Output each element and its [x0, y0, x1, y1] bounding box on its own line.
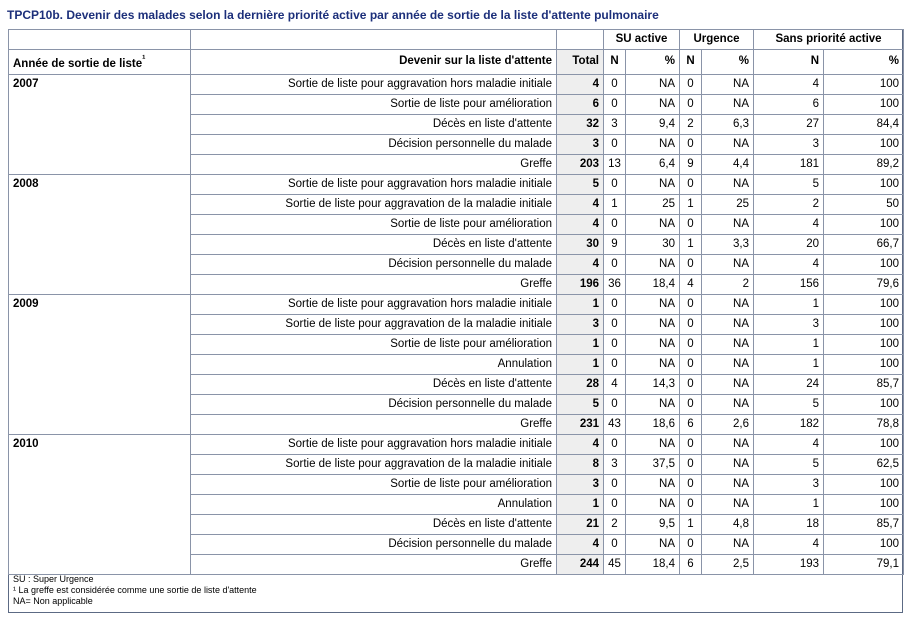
- s-pct-cell: 100: [824, 174, 904, 194]
- u-pct-cell: NA: [702, 454, 754, 474]
- u-pct-cell: 2: [702, 274, 754, 294]
- s-n-cell: 182: [754, 414, 824, 434]
- s-n-cell: 4: [754, 434, 824, 454]
- u-n-cell: 1: [680, 234, 702, 254]
- su-n-cell: 43: [604, 414, 626, 434]
- year-cell: [9, 194, 191, 214]
- su-n-cell: 0: [604, 314, 626, 334]
- table-row: [9, 294, 904, 314]
- u-pct-cell: NA: [702, 94, 754, 114]
- su-pct-cell: 9,5: [626, 514, 680, 534]
- u-n-cell: 4: [680, 274, 702, 294]
- table-body: [9, 74, 904, 574]
- header-empty-cell: [557, 30, 604, 50]
- u-n-cell: 1: [680, 194, 702, 214]
- year-cell: [9, 374, 191, 394]
- header-row-columns: [9, 50, 904, 75]
- s-pct-cell: 100: [824, 394, 904, 414]
- s-n-cell: 1: [754, 354, 824, 374]
- year-cell: [9, 454, 191, 474]
- s-pct-cell: 85,7: [824, 374, 904, 394]
- s-n-cell: 3: [754, 474, 824, 494]
- s-n-cell: 20: [754, 234, 824, 254]
- s-n-cell: 193: [754, 554, 824, 574]
- u-pct-cell: NA: [702, 534, 754, 554]
- s-pct-cell: 78,8: [824, 414, 904, 434]
- su-n-cell: 0: [604, 494, 626, 514]
- total-cell: 30: [557, 234, 604, 254]
- table-row: [9, 474, 904, 494]
- table-row: [9, 134, 904, 154]
- devenir-cell: Greffe: [191, 414, 557, 434]
- table-row: [9, 494, 904, 514]
- year-cell: [9, 314, 191, 334]
- s-n-cell: 3: [754, 134, 824, 154]
- total-cell: 6: [557, 94, 604, 114]
- su-n-cell: 0: [604, 74, 626, 94]
- su-n-cell: 0: [604, 434, 626, 454]
- devenir-cell: Sortie de liste pour aggravation de la maladie initiale: [191, 454, 557, 474]
- u-n-cell: 1: [680, 514, 702, 534]
- s-pct-cell: 100: [824, 254, 904, 274]
- year-cell: [9, 254, 191, 274]
- year-cell: [9, 414, 191, 434]
- u-n-cell: 6: [680, 414, 702, 434]
- devenir-cell: Sortie de liste pour aggravation hors maladie initiale: [191, 74, 557, 94]
- u-pct-cell: 25: [702, 194, 754, 214]
- devenir-cell: Sortie de liste pour aggravation hors maladie initiale: [191, 434, 557, 454]
- su-n-cell: 3: [604, 114, 626, 134]
- table-row: [9, 314, 904, 334]
- year-cell: [9, 474, 191, 494]
- u-pct-cell: 2,5: [702, 554, 754, 574]
- u-n-cell: 0: [680, 374, 702, 394]
- header-urgence: Urgence: [680, 30, 754, 50]
- total-cell: 3: [557, 314, 604, 334]
- su-n-cell: 0: [604, 354, 626, 374]
- s-n-cell: 24: [754, 374, 824, 394]
- u-pct-cell: NA: [702, 174, 754, 194]
- year-cell: [9, 94, 191, 114]
- u-pct-cell: NA: [702, 394, 754, 414]
- su-n-cell: 0: [604, 254, 626, 274]
- su-n-cell: 0: [604, 534, 626, 554]
- u-pct-cell: NA: [702, 214, 754, 234]
- table-row: [9, 334, 904, 354]
- su-n-cell: 0: [604, 474, 626, 494]
- devenir-cell: Sortie de liste pour amélioration: [191, 474, 557, 494]
- table-row: [9, 194, 904, 214]
- u-pct-cell: NA: [702, 474, 754, 494]
- devenir-cell: Sortie de liste pour amélioration: [191, 94, 557, 114]
- header-sans-priorite: Sans priorité active: [754, 30, 904, 50]
- u-n-cell: 0: [680, 314, 702, 334]
- year-cell: 2008: [9, 174, 191, 194]
- total-cell: 1: [557, 354, 604, 374]
- u-n-cell: 0: [680, 494, 702, 514]
- u-n-cell: 0: [680, 454, 702, 474]
- u-pct-cell: NA: [702, 294, 754, 314]
- table-row: [9, 254, 904, 274]
- su-n-cell: 3: [604, 454, 626, 474]
- su-pct-cell: NA: [626, 254, 680, 274]
- su-pct-cell: NA: [626, 474, 680, 494]
- year-cell: [9, 554, 191, 574]
- u-pct-cell: 3,3: [702, 234, 754, 254]
- su-n-cell: 0: [604, 134, 626, 154]
- su-n-cell: 9: [604, 234, 626, 254]
- u-n-cell: 0: [680, 94, 702, 114]
- s-n-cell: 6: [754, 94, 824, 114]
- u-pct-cell: 2,6: [702, 414, 754, 434]
- u-pct-cell: NA: [702, 494, 754, 514]
- su-pct-cell: NA: [626, 434, 680, 454]
- table-row: [9, 454, 904, 474]
- s-n-cell: 156: [754, 274, 824, 294]
- year-cell: [9, 154, 191, 174]
- u-n-cell: 0: [680, 74, 702, 94]
- su-pct-cell: 14,3: [626, 374, 680, 394]
- s-n-cell: 3: [754, 314, 824, 334]
- table-row: [9, 514, 904, 534]
- u-pct-cell: NA: [702, 314, 754, 334]
- year-cell: [9, 114, 191, 134]
- table-row: [9, 114, 904, 134]
- header-su-n: N: [604, 50, 626, 75]
- su-n-cell: 0: [604, 214, 626, 234]
- su-pct-cell: 25: [626, 194, 680, 214]
- su-pct-cell: NA: [626, 394, 680, 414]
- su-n-cell: 0: [604, 94, 626, 114]
- footnote-su: SU : Super Urgence: [13, 574, 94, 584]
- su-pct-cell: 18,4: [626, 554, 680, 574]
- u-pct-cell: NA: [702, 74, 754, 94]
- s-n-cell: 27: [754, 114, 824, 134]
- total-cell: 4: [557, 74, 604, 94]
- header-su-pct: %: [626, 50, 680, 75]
- u-n-cell: 0: [680, 534, 702, 554]
- total-cell: 196: [557, 274, 604, 294]
- su-n-cell: 1: [604, 194, 626, 214]
- s-pct-cell: 84,4: [824, 114, 904, 134]
- u-pct-cell: 4,8: [702, 514, 754, 534]
- u-n-cell: 0: [680, 434, 702, 454]
- s-pct-cell: 100: [824, 134, 904, 154]
- u-n-cell: 2: [680, 114, 702, 134]
- devenir-cell: Annulation: [191, 494, 557, 514]
- su-pct-cell: NA: [626, 134, 680, 154]
- su-n-cell: 2: [604, 514, 626, 534]
- table-row: [9, 534, 904, 554]
- su-pct-cell: NA: [626, 354, 680, 374]
- s-pct-cell: 100: [824, 434, 904, 454]
- total-cell: 244: [557, 554, 604, 574]
- s-n-cell: 4: [754, 254, 824, 274]
- s-pct-cell: 66,7: [824, 234, 904, 254]
- s-n-cell: 4: [754, 534, 824, 554]
- year-cell: [9, 494, 191, 514]
- table-row: [9, 354, 904, 374]
- su-pct-cell: 18,6: [626, 414, 680, 434]
- total-cell: 5: [557, 394, 604, 414]
- year-cell: [9, 354, 191, 374]
- u-n-cell: 0: [680, 214, 702, 234]
- u-n-cell: 0: [680, 134, 702, 154]
- su-pct-cell: NA: [626, 314, 680, 334]
- u-n-cell: 0: [680, 294, 702, 314]
- year-cell: 2009: [9, 294, 191, 314]
- u-pct-cell: NA: [702, 354, 754, 374]
- s-pct-cell: 100: [824, 74, 904, 94]
- year-cell: 2010: [9, 434, 191, 454]
- su-n-cell: 0: [604, 174, 626, 194]
- devenir-cell: Décision personnelle du malade: [191, 134, 557, 154]
- table-row: [9, 414, 904, 434]
- s-n-cell: 2: [754, 194, 824, 214]
- year-cell: [9, 534, 191, 554]
- s-n-cell: 5: [754, 394, 824, 414]
- footnote-greffe: ¹ La greffe est considérée comme une sortie de liste d'attente: [13, 585, 257, 595]
- total-cell: 28: [557, 374, 604, 394]
- s-n-cell: 5: [754, 454, 824, 474]
- year-cell: [9, 274, 191, 294]
- u-n-cell: 0: [680, 254, 702, 274]
- s-n-cell: 1: [754, 294, 824, 314]
- table-row: [9, 554, 904, 574]
- u-pct-cell: NA: [702, 334, 754, 354]
- s-pct-cell: 50: [824, 194, 904, 214]
- u-n-cell: 6: [680, 554, 702, 574]
- header-year-label: Année de sortie de liste: [13, 57, 143, 70]
- s-pct-cell: 100: [824, 534, 904, 554]
- devenir-cell: Décision personnelle du malade: [191, 394, 557, 414]
- header-devenir: Devenir sur la liste d'attente: [191, 50, 557, 75]
- devenir-cell: Décision personnelle du malade: [191, 534, 557, 554]
- s-pct-cell: 100: [824, 334, 904, 354]
- total-cell: 32: [557, 114, 604, 134]
- su-pct-cell: NA: [626, 94, 680, 114]
- su-pct-cell: 37,5: [626, 454, 680, 474]
- su-pct-cell: NA: [626, 494, 680, 514]
- year-cell: [9, 234, 191, 254]
- su-n-cell: 13: [604, 154, 626, 174]
- header-su-active: SU active: [604, 30, 680, 50]
- total-cell: 1: [557, 334, 604, 354]
- u-n-cell: 0: [680, 474, 702, 494]
- total-cell: 231: [557, 414, 604, 434]
- devenir-cell: Sortie de liste pour aggravation hors maladie initiale: [191, 174, 557, 194]
- s-n-cell: 5: [754, 174, 824, 194]
- table-row: [9, 274, 904, 294]
- s-pct-cell: 100: [824, 354, 904, 374]
- header-year-footnote-mark: ¹: [142, 54, 146, 65]
- table-row: [9, 74, 904, 94]
- u-n-cell: 0: [680, 334, 702, 354]
- su-pct-cell: 9,4: [626, 114, 680, 134]
- s-pct-cell: 100: [824, 474, 904, 494]
- su-n-cell: 0: [604, 294, 626, 314]
- devenir-cell: Sortie de liste pour amélioration: [191, 334, 557, 354]
- devenir-cell: Décès en liste d'attente: [191, 114, 557, 134]
- su-pct-cell: 30: [626, 234, 680, 254]
- u-n-cell: 0: [680, 394, 702, 414]
- total-cell: 21: [557, 514, 604, 534]
- su-pct-cell: NA: [626, 174, 680, 194]
- header-empty-cell: [9, 30, 191, 50]
- s-pct-cell: 100: [824, 294, 904, 314]
- footnote-na: NA= Non applicable: [13, 596, 93, 606]
- header-u-n: N: [680, 50, 702, 75]
- total-cell: 3: [557, 134, 604, 154]
- header-row-groups: [9, 30, 904, 50]
- year-cell: [9, 394, 191, 414]
- u-pct-cell: 6,3: [702, 114, 754, 134]
- su-pct-cell: NA: [626, 214, 680, 234]
- su-n-cell: 4: [604, 374, 626, 394]
- table-row: [9, 174, 904, 194]
- table-row: [9, 434, 904, 454]
- page-title: TPCP10b. Devenir des malades selon la dernière priorité active par année de sortie de la liste d'attente pulmonaire: [7, 8, 659, 22]
- s-pct-cell: 100: [824, 314, 904, 334]
- header-year: [9, 50, 191, 75]
- total-cell: 4: [557, 254, 604, 274]
- total-cell: 4: [557, 434, 604, 454]
- header-s-pct: %: [824, 50, 904, 75]
- total-cell: 4: [557, 534, 604, 554]
- u-n-cell: 9: [680, 154, 702, 174]
- u-pct-cell: NA: [702, 374, 754, 394]
- u-pct-cell: NA: [702, 434, 754, 454]
- s-n-cell: 18: [754, 514, 824, 534]
- year-cell: [9, 334, 191, 354]
- total-cell: 8: [557, 454, 604, 474]
- devenir-cell: Greffe: [191, 554, 557, 574]
- s-pct-cell: 100: [824, 94, 904, 114]
- table-row: [9, 374, 904, 394]
- su-pct-cell: NA: [626, 334, 680, 354]
- s-pct-cell: 85,7: [824, 514, 904, 534]
- s-pct-cell: 79,1: [824, 554, 904, 574]
- su-n-cell: 45: [604, 554, 626, 574]
- data-table: [8, 29, 904, 575]
- total-cell: 1: [557, 294, 604, 314]
- table-row: [9, 94, 904, 114]
- table-row: [9, 234, 904, 254]
- su-n-cell: 0: [604, 334, 626, 354]
- table-row: [9, 214, 904, 234]
- s-pct-cell: 79,6: [824, 274, 904, 294]
- u-pct-cell: NA: [702, 254, 754, 274]
- s-pct-cell: 100: [824, 494, 904, 514]
- devenir-cell: Greffe: [191, 274, 557, 294]
- total-cell: 4: [557, 214, 604, 234]
- s-n-cell: 1: [754, 494, 824, 514]
- u-pct-cell: 4,4: [702, 154, 754, 174]
- header-total: Total: [557, 50, 604, 75]
- s-n-cell: 4: [754, 74, 824, 94]
- year-cell: 2007: [9, 74, 191, 94]
- devenir-cell: Sortie de liste pour aggravation hors maladie initiale: [191, 294, 557, 314]
- su-n-cell: 0: [604, 394, 626, 414]
- total-cell: 203: [557, 154, 604, 174]
- table-row: [9, 394, 904, 414]
- devenir-cell: Sortie de liste pour aggravation de la maladie initiale: [191, 314, 557, 334]
- year-cell: [9, 514, 191, 534]
- s-n-cell: 181: [754, 154, 824, 174]
- total-cell: 3: [557, 474, 604, 494]
- u-n-cell: 0: [680, 174, 702, 194]
- total-cell: 1: [557, 494, 604, 514]
- header-u-pct: %: [702, 50, 754, 75]
- devenir-cell: Décès en liste d'attente: [191, 514, 557, 534]
- devenir-cell: Décès en liste d'attente: [191, 374, 557, 394]
- total-cell: 4: [557, 194, 604, 214]
- s-pct-cell: 62,5: [824, 454, 904, 474]
- su-pct-cell: 18,4: [626, 274, 680, 294]
- s-n-cell: 1: [754, 334, 824, 354]
- devenir-cell: Décès en liste d'attente: [191, 234, 557, 254]
- su-pct-cell: NA: [626, 534, 680, 554]
- table-row: [9, 154, 904, 174]
- s-pct-cell: 89,2: [824, 154, 904, 174]
- su-n-cell: 36: [604, 274, 626, 294]
- header-empty-cell: [191, 30, 557, 50]
- s-n-cell: 4: [754, 214, 824, 234]
- header-s-n: N: [754, 50, 824, 75]
- su-pct-cell: NA: [626, 74, 680, 94]
- year-cell: [9, 214, 191, 234]
- total-cell: 5: [557, 174, 604, 194]
- su-pct-cell: NA: [626, 294, 680, 314]
- devenir-cell: Sortie de liste pour amélioration: [191, 214, 557, 234]
- devenir-cell: Décision personnelle du malade: [191, 254, 557, 274]
- devenir-cell: Annulation: [191, 354, 557, 374]
- su-pct-cell: 6,4: [626, 154, 680, 174]
- s-pct-cell: 100: [824, 214, 904, 234]
- footnotes: [13, 574, 257, 607]
- devenir-cell: Sortie de liste pour aggravation de la maladie initiale: [191, 194, 557, 214]
- u-n-cell: 0: [680, 354, 702, 374]
- year-cell: [9, 134, 191, 154]
- devenir-cell: Greffe: [191, 154, 557, 174]
- u-pct-cell: NA: [702, 134, 754, 154]
